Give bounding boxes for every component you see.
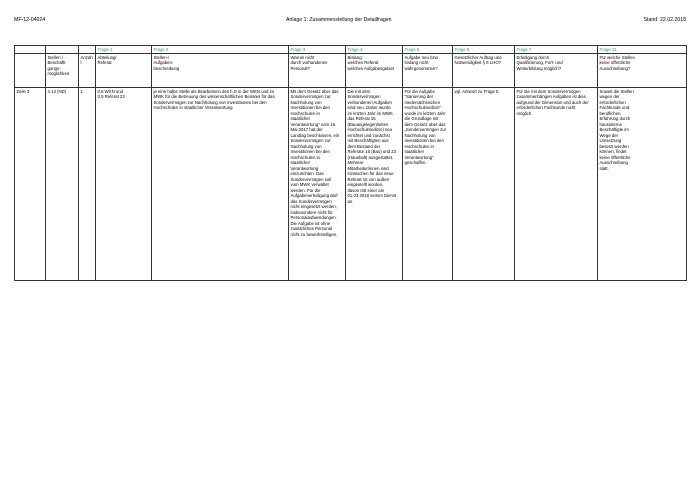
page-header <box>14 17 686 27</box>
column-header-cell <box>515 54 598 88</box>
cell-text-line: zusätzliches Personal <box>290 226 333 232</box>
cell-text-line: Sondervermögen zur <box>290 138 331 144</box>
frage-cell <box>79 46 96 54</box>
cell-text-line: Sondervermögen zur Nachholung von Investitionen bei den <box>153 99 267 105</box>
cell-text-line: im letzten Jahr im MWK <box>347 110 393 116</box>
cell-text-line: eingestellt worden, <box>347 182 384 188</box>
cell-text-line: Umsetzung <box>599 138 622 144</box>
cell-text-line: erforderlichen Fachkunde nicht <box>516 105 576 111</box>
cell-text-line: werden. Für die <box>290 187 321 193</box>
cell-text-line: inzwischen für das neue <box>347 171 394 177</box>
cell-text-line: staatlicher <box>404 149 425 155</box>
table-cell <box>96 88 152 281</box>
frage-cell <box>46 46 79 54</box>
column-header-row <box>15 54 687 88</box>
cell-text-line: aufgrund der Dimension und auch der <box>516 99 589 105</box>
cell-text-line: keine öffentliche <box>599 154 631 160</box>
table-row <box>15 88 687 281</box>
cell-text-line: Beschäfti- <box>47 60 67 66</box>
cell-text-line: Fachkunde und <box>599 105 630 111</box>
cell-text-line: Hochschulen in staatlicher Verantwortung <box>153 105 233 111</box>
table-cell <box>598 88 687 281</box>
cell-text-line: Für welche Stellen <box>599 54 635 60</box>
cell-text-line: Ausschreibung <box>599 160 628 166</box>
cell-text-line: vgl. Antwort zu Frage 5. <box>454 88 500 94</box>
cell-text-line: 0,5 Referat 23 <box>97 94 125 100</box>
column-header-cell <box>15 54 46 88</box>
cell-text-line: Hochschulen in <box>290 110 320 116</box>
cell-text-line: Die Aufgabe ist ohne <box>290 220 331 226</box>
document-date: Stand: 22.02.2018 <box>643 17 686 23</box>
cell-text-line: dem Gesetz über das <box>404 121 446 127</box>
cell-text-line: niedersächsischen <box>404 99 441 105</box>
cell-text-line: (Bauangelegenheiten <box>347 121 389 127</box>
cell-text-line: statt. <box>599 165 609 171</box>
cell-text-line: zusammenhängen Aufgaben ist dies <box>516 94 586 100</box>
cell-text-line: einzurichten. Das <box>290 171 324 177</box>
cell-text-line: Stellen / <box>47 54 64 60</box>
cell-text-line: 4.13 (ND) <box>47 88 67 94</box>
cell-text-line: Erledigung durch <box>516 54 549 60</box>
cell-text-line: die Grundlage mit <box>404 116 439 122</box>
cell-text-line: nicht eingesetzt werden, <box>290 204 337 210</box>
cell-text-line: Personal? <box>290 65 310 71</box>
frage-cell: Frage 2. <box>152 46 289 54</box>
question-number-row <box>15 46 687 54</box>
cell-text-line: möglich. <box>516 110 533 116</box>
cell-text-line: Zeile 3 <box>16 88 30 94</box>
cell-text-line: Qualifizierung, Fort- und <box>516 60 563 66</box>
cell-text-line: Erfahrung durch <box>599 116 631 122</box>
cell-text-line: Sondervermögen zur <box>290 94 331 100</box>
cell-text-line: Personalaufwendungen. <box>290 215 337 221</box>
frage-cell: Frage 11. <box>598 46 687 54</box>
cell-text-line: Notwendigkeit § 6 LHO? <box>454 60 502 66</box>
cell-text-line: staatlicher <box>290 116 311 122</box>
cell-text-line: Warum nicht <box>290 54 315 60</box>
frage-cell: Frage 5. <box>403 46 453 54</box>
cell-text-line: Nachholung von <box>404 132 436 138</box>
cell-text-line: beruflichen <box>599 110 621 116</box>
cell-text-line: Investitionen bei den <box>404 138 444 144</box>
cell-text-line: das Referat 15 <box>347 116 376 122</box>
cell-text-line: möglichkeit <box>47 71 69 77</box>
frage-cell: Frage 4. <box>346 46 403 54</box>
cell-text-line: Verantwortung <box>290 165 319 171</box>
cell-text-line: hausinterne <box>599 121 622 127</box>
column-header-cell <box>79 54 96 88</box>
column-header-cell <box>453 54 515 88</box>
frage-cell: Frage 3. <box>289 46 346 54</box>
cell-text-line: Beschäftigte im <box>599 127 629 133</box>
detail-questions-table <box>14 45 687 281</box>
column-header-cell <box>346 54 403 88</box>
table-cell <box>346 88 403 281</box>
frage-cell: Frage 6. <box>453 46 515 54</box>
cell-text-line: Ausschreibung? <box>599 65 631 71</box>
cell-text-line: „Sondervermögen zur <box>404 127 447 133</box>
cell-text-line: Hochschulen in <box>290 154 320 160</box>
cell-text-line: wegen der <box>599 94 620 100</box>
cell-text-line: insbesondere nicht für <box>290 209 333 215</box>
table-cell <box>46 88 79 281</box>
cell-text-line: geschaffen. <box>404 160 427 166</box>
cell-text-line: wurde im letzten Jahr <box>404 110 446 116</box>
cell-text-line: Investitionen bei den <box>290 105 330 111</box>
cell-text-line: besetzt werden <box>599 143 629 149</box>
frage-cell: Frage 7. <box>515 46 598 54</box>
cell-text-line: Investitionen bei den <box>290 149 330 155</box>
document-id: MF-12-04024 <box>14 17 46 23</box>
cell-text-line: (Haushalt) ausgestattet. <box>347 154 394 160</box>
cell-text-line: das Sondervermögen <box>290 198 332 204</box>
cell-text-line: Abteilung/ <box>97 54 117 60</box>
cell-text-line: durch vorhandenes <box>290 60 328 66</box>
column-header-cell <box>598 54 687 88</box>
cell-text-line: Verantwortung" vom 16. <box>290 121 337 127</box>
cell-text-line: Für die Aufgabe <box>404 88 435 94</box>
cell-text-line: 01.03.2018 seinen Dienst <box>347 193 397 199</box>
cell-text-line: Stellen-/ <box>153 54 170 60</box>
column-header-cell <box>46 54 79 88</box>
cell-text-line: Referat 15 von außen <box>347 176 390 182</box>
cell-text-line: welches Referat <box>347 60 379 66</box>
cell-text-line: Hochschulen in <box>404 143 434 149</box>
cell-text-line: nicht zu bewerkstelligen. <box>290 231 338 237</box>
cell-text-line: welches Aufgabengebiet <box>347 65 395 71</box>
frage-cell <box>15 46 46 54</box>
cell-text-line: Mehrere <box>347 160 364 166</box>
cell-text-line: Gesetzlicher Auftrag und <box>454 54 502 60</box>
cell-text-line: MWK für die Betreuung des wissenschaftlichen Beirates für das <box>153 94 275 100</box>
table-cell <box>15 88 46 281</box>
table-cell <box>289 88 346 281</box>
cell-text-line: davon tritt einer am <box>347 187 385 193</box>
cell-text-line: 0,5 WKN und <box>97 88 124 94</box>
column-header-cell <box>403 54 453 88</box>
column-header-cell <box>152 54 289 88</box>
cell-text-line: Mai 2017 hat der <box>290 127 323 133</box>
cell-text-line: erforderlichen <box>599 99 626 105</box>
document-title: Anlage 1: Zusammenstellung der Detailfragen <box>286 17 392 23</box>
frage-cell: Frage 1. <box>96 46 152 54</box>
table-cell <box>515 88 598 281</box>
cell-text-line: Aufgaben- <box>153 60 174 66</box>
cell-text-line: Referat <box>97 60 112 66</box>
cell-text-line: Aufgabenerledigung darf <box>290 193 338 199</box>
cell-text-line: Soweit die Stellen <box>599 88 634 94</box>
column-header-cell <box>96 54 152 88</box>
cell-text-line: Wege der <box>599 132 619 138</box>
cell-text-line: Weiterbildung möglich? <box>516 65 562 71</box>
table-cell <box>152 88 289 281</box>
cell-text-line: sind neu. Daher wurde <box>347 105 391 111</box>
cell-text-line: Anzahl <box>80 54 93 66</box>
cell-text-line: Sondervermögen soll <box>290 176 332 182</box>
cell-text-line: Die mit dem <box>347 88 371 94</box>
table-cell <box>403 88 453 281</box>
cell-text-line: Hochschulmedizin" <box>404 105 441 111</box>
cell-text-line: mit Beschäftigten aus <box>347 138 389 144</box>
cell-text-line: errichtet und zunächst <box>347 132 390 138</box>
cell-text-line: Bislang: <box>347 54 363 60</box>
cell-text-line: Nachholung von <box>290 143 322 149</box>
cell-text-line: Mitarbeiter/innen sind <box>347 165 389 171</box>
cell-text-line: Für die mit dem Sondervermögen <box>516 88 581 94</box>
cell-text-line: "Sanierung der <box>404 94 434 100</box>
table-cell <box>79 88 96 281</box>
cell-text-line: Verantwortung" <box>404 154 434 160</box>
cell-text-line: Mit dem Gesetz über das <box>290 88 339 94</box>
cell-text-line: verbundenen Aufgaben <box>347 99 392 105</box>
cell-text-line: Referate 16 (Bau) und 23 <box>347 149 396 155</box>
cell-text-line: 1 <box>80 88 83 94</box>
cell-text-line: Landtag beschlossen, ein <box>290 132 340 138</box>
column-header-cell <box>289 54 346 88</box>
cell-text-line: Nachholung von <box>290 99 322 105</box>
cell-text-line: an. <box>347 198 354 204</box>
cell-text-line: Sondervermögen <box>347 94 381 100</box>
cell-text-line: keine öffentliche <box>599 60 631 66</box>
cell-text-line: Hochschulmedizin) neu <box>347 127 393 133</box>
cell-text-line: können, findet <box>599 149 627 155</box>
cell-text-line: wahrgenommen? <box>404 65 438 71</box>
cell-text-line: bislang nicht <box>404 60 429 66</box>
table-cell <box>453 88 515 281</box>
cell-text-line: je eine halbe Stelle als Bearbeiterin des h.D in der WKN und im <box>153 88 275 94</box>
cell-text-line: staatlicher <box>290 160 311 166</box>
cell-text-line: vom MWK verwaltet <box>290 182 329 188</box>
cell-text-line: beschreibung <box>153 65 180 71</box>
cell-text-line: Aufgabe neu bzw. <box>404 54 439 60</box>
cell-text-line: gungs- <box>47 65 61 71</box>
cell-text-line: dem Bestand der <box>347 143 381 149</box>
